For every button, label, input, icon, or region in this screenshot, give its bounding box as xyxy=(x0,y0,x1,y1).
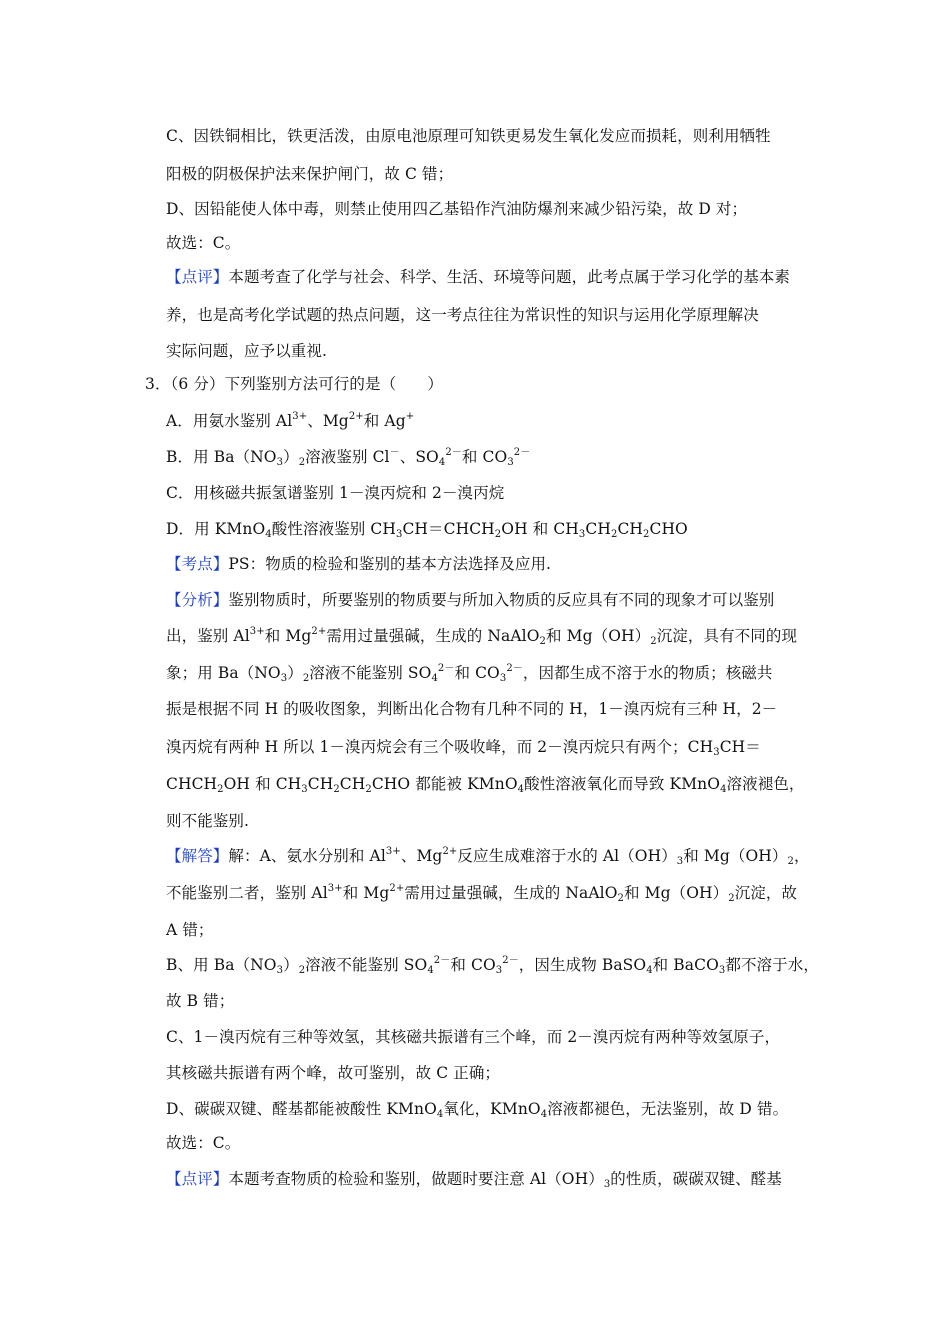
prev-option-c-line2: 阳极的阴极保护法来保护闸门，故 C 错； xyxy=(166,165,454,183)
question-3-stem: 3．（6 分）下列鉴别方法可行的是（ ） xyxy=(145,375,444,393)
answer-tag: 【解答】 xyxy=(166,847,229,865)
solution-line4: B、用 $Ba(NO_3)_2$溶液不能鉴别 $SO_4^{2-}$和 $CO_3^{2-}$，因生成物 BaSO$_4$和 BaCO$_3$都不溶于水， xyxy=(166,955,819,976)
analysis-line7: 则不能鉴别. xyxy=(166,812,250,830)
analysis-line3: 象；用 $Ba(NO_3)_2$溶液不能鉴别 $SO_4^{2-}$和 $CO_3^{2-}$，因都生成不溶于水的物质；核磁共 xyxy=(166,663,773,684)
analysis-line6: $CHCH_2OH$ 和 $CH_3CH_2CH_2CHO$ 都能被 KMnO$_4$酸性溶液氧化而导致 KMnO$_4$溶液褪色， xyxy=(166,775,805,795)
analysis-line4: 振是根据不同 H 的吸收图象，判断出化合物有几种不同的 H，1－溴丙烷有三种 H，2－ xyxy=(166,700,778,718)
option-a: A．用氨水鉴别 $Al^{3+}$、$Mg^{2+}$和 Ag+ xyxy=(166,411,415,430)
solution-line2: 不能鉴别二者，鉴别 $Al^{3+}$和 $Mg^{2+}$需用过量强碱，生成的 NaAlO$_2$和 $Mg(OH)_2$沉淀，故 xyxy=(166,883,798,904)
solution-line5: 故 B 错； xyxy=(166,992,235,1010)
solution-line6: C、1－溴丙烷有三种等效氢，其核磁共振谱有三个峰，而 2－溴丙烷有两种等效氢原子， xyxy=(166,1028,781,1046)
prev-review-line2: 养，也是高考化学试题的热点问题，这一考点往往为常识性的知识与运用化学原理解决 xyxy=(166,306,759,324)
solution-line8: D、碳碳双键、醛基都能被酸性 KMnO$_4$氧化，KMnO$_4$溶液都褪色，无法鉴别，故 D 错。 xyxy=(166,1100,789,1120)
option-d: D．用 KMnO$_4$酸性溶液鉴别 $CH_3CH=CHCH_2OH$ 和 $CH_3CH_2CH_2CHO$ xyxy=(166,520,688,540)
solution-line3: A 错； xyxy=(166,921,214,939)
prev-review-line1: 【点评】本题考查了化学与社会、科学、生活、环境等问题，此考点属于学习化学的基本素 xyxy=(166,268,791,286)
point-tag: 【考点】 xyxy=(166,555,229,573)
analysis-line2: 出，鉴别 $Al^{3+}$和 $Mg^{2+}$需用过量强碱，生成的 NaAlO$_2$和 $Mg(OH)_2$沉淀，具有不同的现 xyxy=(166,626,798,647)
prev-option-d: D、因铅能使人体中毒，则禁止使用四乙基铅作汽油防爆剂来减少铅污染，故 D 对； xyxy=(166,200,748,218)
review-line1: 【点评】本题考查物质的检验和鉴别，做题时要注意 $Al(OH)_3$的性质，碳碳双键、醛基 xyxy=(166,1170,782,1190)
option-c: C．用核磁共振氢谱鉴别 1－溴丙烷和 2－溴丙烷 xyxy=(166,484,505,502)
analysis-line1: 【分析】鉴别物质时，所要鉴别的物质要与所加入物质的反应具有不同的现象才可以鉴别 xyxy=(166,591,775,609)
knowledge-point: 【考点】PS：物质的检验和鉴别的基本方法选择及应用. xyxy=(166,555,552,573)
review-tag: 【点评】 xyxy=(166,1170,229,1188)
review-tag: 【点评】 xyxy=(166,268,229,286)
solution-line1: 【解答】解：A、氨水分别和 $Al^{3+}$、$Mg^{2+}$反应生成难溶于水的 $Al(OH)_3$和 $Mg(OH)_2$， xyxy=(166,846,810,867)
analysis-tag: 【分析】 xyxy=(166,591,229,609)
prev-choice: 故选：C。 xyxy=(166,234,241,252)
prev-review-line3: 实际问题，应予以重视. xyxy=(166,342,328,360)
option-b: B．用 $Ba(NO_3)_2$溶液鉴别 Cl－、$SO_4^{2-}$和 $CO_3^{2-}$ xyxy=(166,447,531,468)
solution-line7: 其核磁共振谱有两个峰，故可鉴别，故 C 正确； xyxy=(166,1064,501,1082)
prev-option-c-line1: C、因铁铜相比，铁更活泼，由原电池原理可知铁更易发生氧化发应而损耗，则利用牺牲 xyxy=(166,127,771,145)
analysis-line5: 溴丙烷有两种 H 所以 1－溴丙烷会有三个吸收峰，而 2－溴丙烷只有两个；$CH_3CH=$ xyxy=(166,738,761,758)
solution-choice: 故选：C。 xyxy=(166,1134,241,1152)
